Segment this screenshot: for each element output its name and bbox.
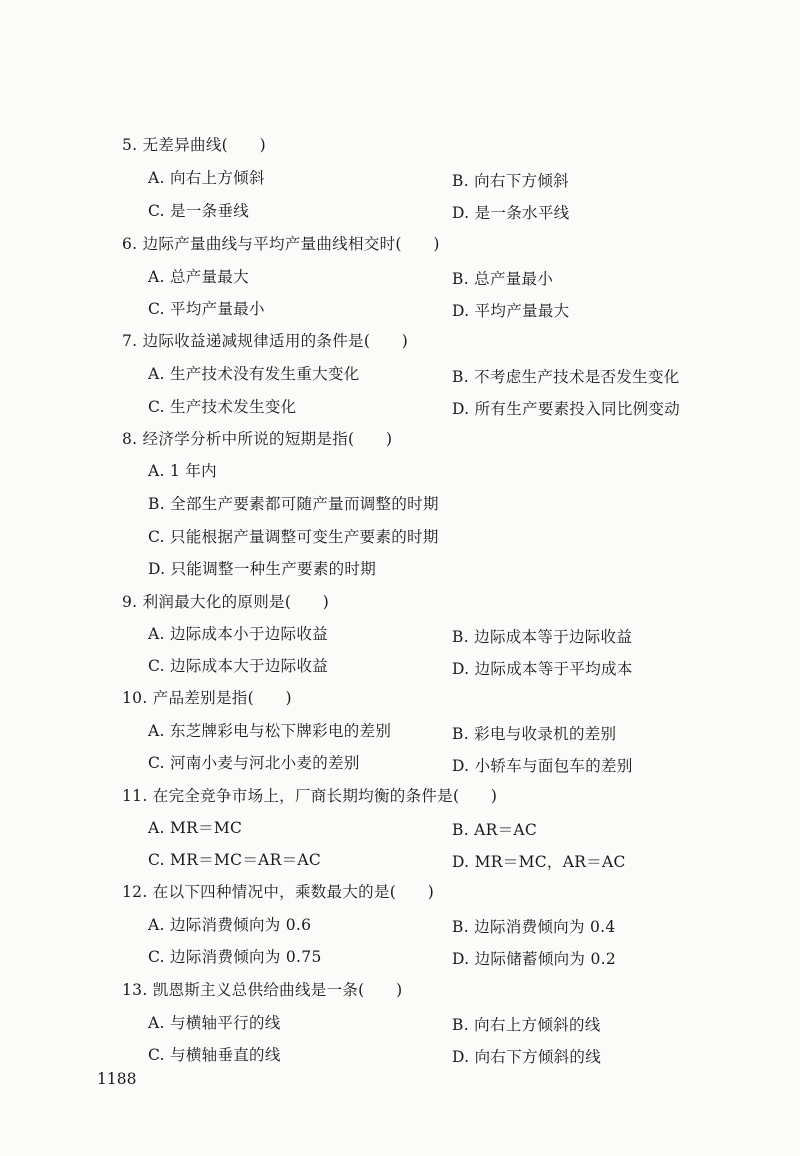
q13-option-c: C. 与横轴垂直的线 (148, 1046, 281, 1064)
q7-option-a: A. 生产技术没有发生重大变化 (148, 365, 360, 383)
q9-option-b: B. 边际成本等于边际收益 (452, 628, 633, 646)
q7-option-c: C. 生产技术发生变化 (148, 398, 297, 416)
q9-option-d: D. 边际成本等于平均成本 (452, 660, 633, 678)
question-9: 9. 利润最大化的原则是( ) (122, 593, 330, 611)
question-5: 5. 无差异曲线( ) (122, 136, 266, 154)
q8-option-a: A. 1 年内 (148, 462, 217, 480)
q5-option-b: B. 向右下方倾斜 (452, 172, 569, 190)
question-12: 12. 在以下四种情况中，乘数最大的是( ) (122, 883, 435, 901)
q9-option-a: A. 边际成本小于边际收益 (148, 625, 328, 643)
q13-option-b: B. 向右上方倾斜的线 (452, 1016, 601, 1034)
q5-option-c: C. 是一条垂线 (148, 202, 250, 220)
question-6: 6. 边际产量曲线与平均产量曲线相交时( ) (122, 235, 440, 253)
q10-option-a: A. 东芝牌彩电与松下牌彩电的差别 (148, 722, 392, 740)
question-7: 7. 边际收益递减规律适用的条件是( ) (122, 332, 409, 350)
q8-option-d: D. 只能调整一种生产要素的时期 (148, 560, 377, 578)
q5-option-a: A. 向右上方倾斜 (148, 169, 265, 187)
q12-option-a: A. 边际消费倾向为 0.6 (148, 916, 312, 934)
q9-option-c: C. 边际成本大于边际收益 (148, 657, 329, 675)
q10-option-b: B. 彩电与收录机的差别 (452, 725, 617, 743)
q10-option-c: C. 河南小麦与河北小麦的差别 (148, 754, 360, 772)
q12-option-c: C. 边际消费倾向为 0.75 (148, 948, 322, 966)
q12-option-d: D. 边际储蓄倾向为 0.2 (452, 950, 617, 968)
q5-option-d: D. 是一条水平线 (452, 204, 570, 222)
q7-option-d: D. 所有生产要素投入同比例变动 (452, 400, 681, 418)
q12-option-b: B. 边际消费倾向为 0.4 (452, 918, 616, 936)
q6-option-a: A. 总产量最大 (148, 268, 249, 286)
question-10: 10. 产品差别是指( ) (122, 689, 292, 707)
question-11: 11. 在完全竞争市场上，厂商长期均衡的条件是( ) (122, 787, 498, 805)
question-13: 13. 凯恩斯主义总供给曲线是一条( ) (122, 981, 403, 999)
q6-option-b: B. 总产量最小 (452, 270, 554, 288)
q11-option-d: D. MR＝MC，AR＝AC (452, 853, 626, 871)
q13-option-a: A. 与横轴平行的线 (148, 1014, 281, 1032)
q11-option-b: B. AR＝AC (452, 821, 538, 839)
page-number: 1188 (97, 1070, 137, 1088)
q11-option-a: A. MR＝MC (148, 819, 243, 837)
q7-option-b: B. 不考虑生产技术是否发生变化 (452, 368, 680, 386)
q8-option-b: B. 全部生产要素都可随产量而调整的时期 (148, 495, 439, 513)
q6-option-d: D. 平均产量最大 (452, 302, 570, 320)
q11-option-c: C. MR＝MC＝AR＝AC (148, 851, 322, 869)
q8-option-c: C. 只能根据产量调整可变生产要素的时期 (148, 528, 439, 546)
q10-option-d: D. 小轿车与面包车的差别 (452, 757, 633, 775)
q6-option-c: C. 平均产量最小 (148, 300, 265, 318)
question-8: 8. 经济学分析中所说的短期是指( ) (122, 430, 393, 448)
q13-option-d: D. 向右下方倾斜的线 (452, 1048, 602, 1066)
